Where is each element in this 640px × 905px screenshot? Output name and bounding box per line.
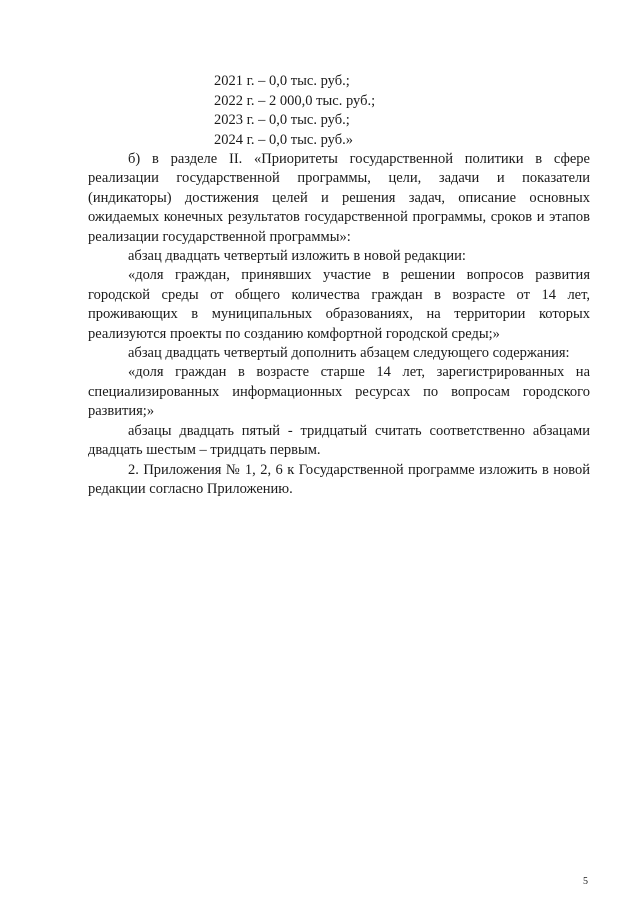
paragraph-instruction-replace: абзац двадцать четвертый изложить в новой редакции: bbox=[128, 248, 466, 265]
page-number: 5 bbox=[583, 876, 588, 887]
document-body bbox=[88, 150, 590, 499]
paragraph-quote-indicator-1: «доля граждан, принявших участие в решении вопросов развития городской среды от общего количества граждан в возрасте от 14 лет, проживающих в муниципальных образованиях, на территории которых реализуются проекты по созданию комфортной городской среды;» bbox=[88, 267, 590, 342]
paragraph-quote-indicator-2: «доля граждан в возрасте старше 14 лет, зарегистрированных на специализированных информационных ресурсах по вопросам городского развития;» bbox=[88, 364, 590, 420]
paragraph-instruction-add: абзац двадцать четвертый дополнить абзацем следующего содержания: bbox=[128, 345, 570, 362]
paragraph-renumber: абзацы двадцать пятый - тридцатый считать соответственно абзацами двадцать шестым – тридцать первым. bbox=[88, 422, 590, 459]
budget-line-2022: 2022 г. – 2 000,0 тыс. руб.; bbox=[214, 92, 376, 109]
budget-line-2024: 2024 г. – 0,0 тыс. руб.» bbox=[214, 131, 353, 148]
budget-line-2021: 2021 г. – 0,0 тыс. руб.; bbox=[214, 73, 350, 89]
paragraph-appendix: 2. Приложения № 1, 2, 6 к Государственной программе изложить в новой редакции согласно Приложению. bbox=[88, 461, 590, 497]
paragraph-section-2-amendment: б) в разделе II. «Приоритеты государственной политики в сфере реализации государственной программы, цели, задачи и показатели (индикаторы) достижения целей и решения задач, описание основных ожидаемых конечных результатов государственной программы, сроков и этапов реализации государственной программы»: bbox=[88, 151, 590, 245]
budget-line-2023: 2023 г. – 0,0 тыс. руб.; bbox=[214, 112, 350, 128]
budget-list bbox=[214, 72, 375, 150]
